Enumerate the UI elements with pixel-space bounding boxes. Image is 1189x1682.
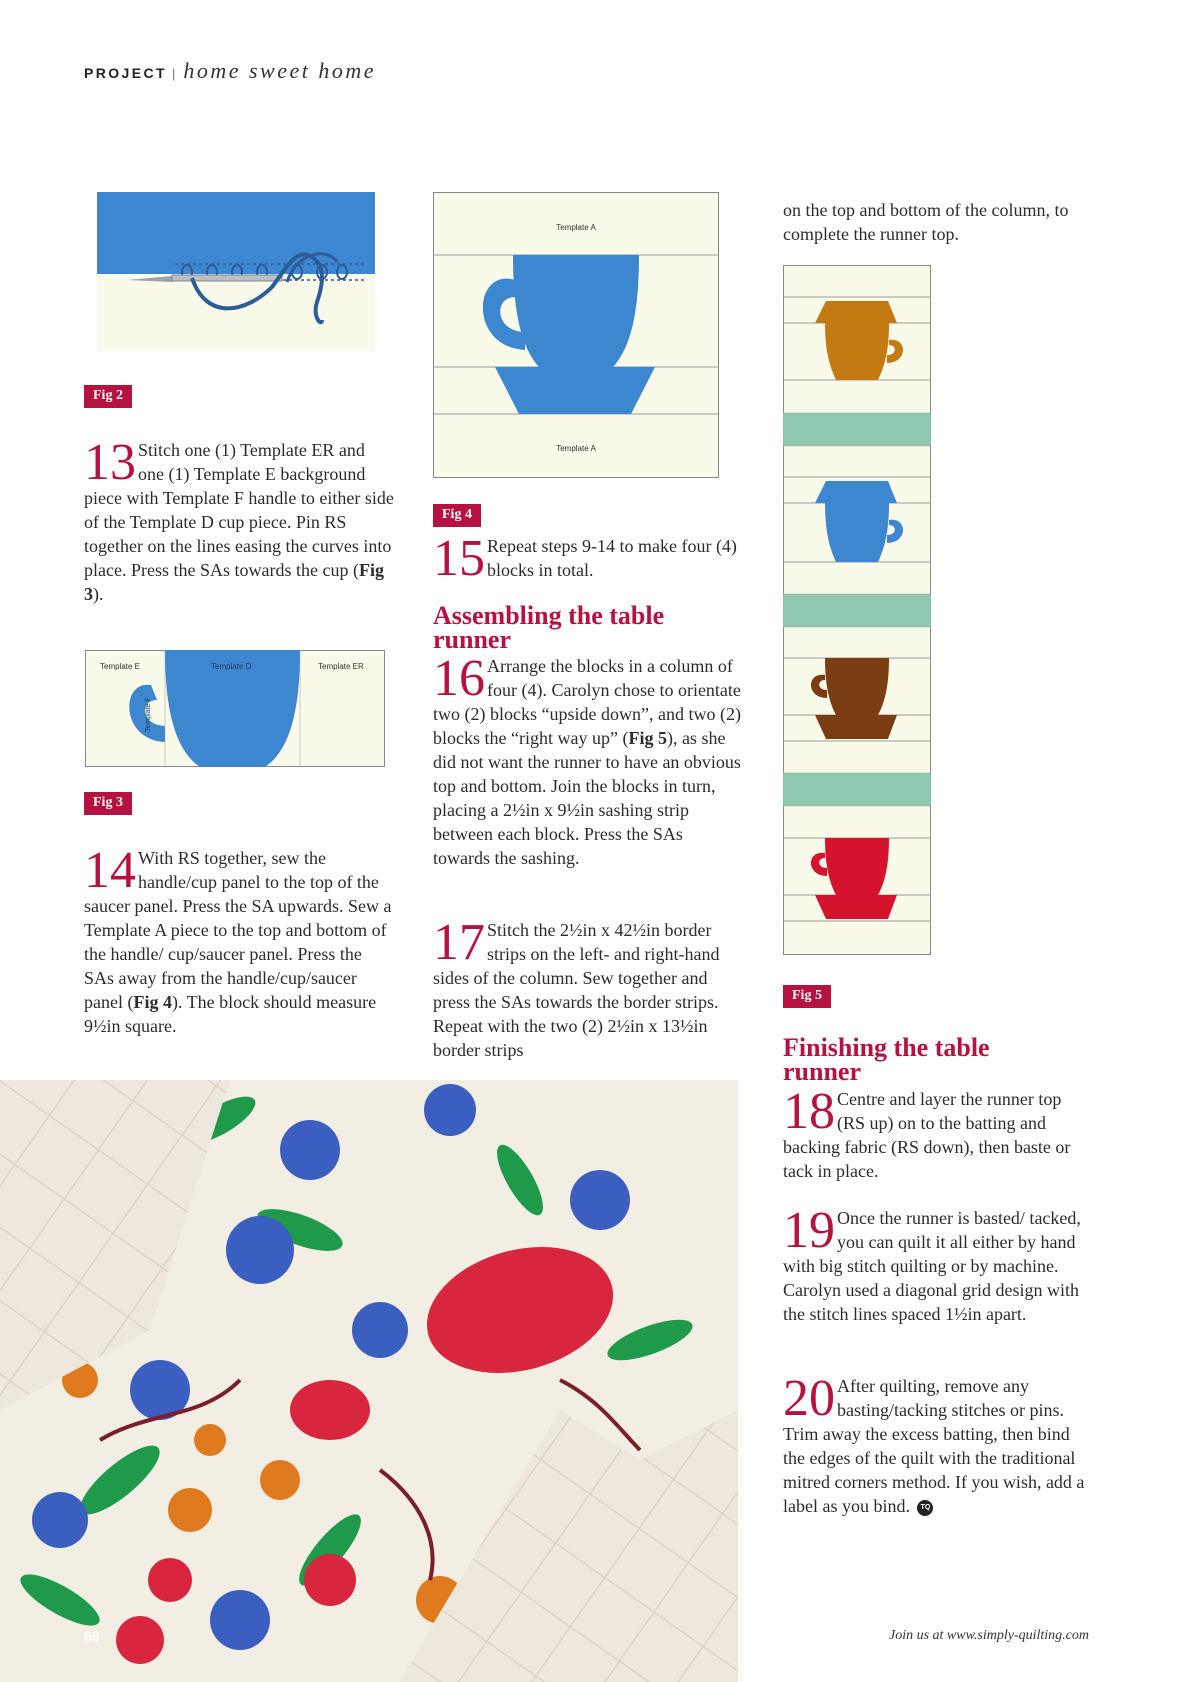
template-f-label: Template F bbox=[145, 697, 152, 732]
heading-line-1: Assembling the table bbox=[433, 601, 665, 630]
step-number: 20 bbox=[783, 1370, 835, 1427]
fig4-label: Fig 4 bbox=[433, 504, 481, 527]
fig-reference: Fig 5 bbox=[628, 728, 667, 748]
step-text: Stitch the 2½in x 42½in border strips on the left- and right-hand sides of the column. Sew together and press the SAs towards the border strips. Repeat with the two (2) 2½in x 13½in border strips bbox=[433, 920, 720, 1060]
template-er-label: Template ER bbox=[318, 662, 364, 671]
step-text: Centre and layer the runner top (RS up) on to the batting and backing fabric (RS down), then baste or tack in place. bbox=[783, 1089, 1071, 1181]
cup-panel-diagram bbox=[85, 650, 385, 767]
heading-line-2: runner bbox=[433, 625, 511, 654]
fig3-label: Fig 3 bbox=[84, 792, 132, 815]
step-number: 14 bbox=[84, 842, 136, 899]
step-text-end: ), as she did not want the runner to have an obvious top and bottom. Join the blocks in turn, placing a 2½in x 9½in sashing strip between each block. Press the SAs towards the sashing. bbox=[433, 728, 741, 868]
finishing-heading bbox=[783, 1033, 1113, 1086]
section-label: PROJECT bbox=[84, 65, 167, 81]
step-13 bbox=[84, 434, 394, 606]
step-number: 18 bbox=[783, 1083, 835, 1140]
step-18 bbox=[783, 1083, 1093, 1183]
step-14 bbox=[84, 842, 394, 1038]
step-text: on the top and bottom of the column, to complete the runner top. bbox=[783, 200, 1069, 244]
floral-fabric-image bbox=[0, 1080, 738, 1682]
fig2-label: Fig 2 bbox=[84, 385, 132, 408]
step-20 bbox=[783, 1370, 1093, 1518]
runner-column-diagram bbox=[783, 265, 931, 955]
footer-url: Join us at www.simply-quilting.com bbox=[888, 1628, 1089, 1643]
project-title: home sweet home bbox=[183, 58, 377, 83]
step-number: 19 bbox=[783, 1202, 835, 1259]
step-text: After quilting, remove any basting/tacking stitches or pins. Trim away the excess batting, then bind the edges of the quilt with the traditional mitred corners method. If you wish, add a label as you bind. bbox=[783, 1376, 1085, 1516]
fig5-label: Fig 5 bbox=[783, 985, 831, 1008]
heading-line-2: runner bbox=[783, 1057, 861, 1086]
fig-reference: Fig 3 bbox=[84, 560, 384, 604]
quilt-closeup-photo bbox=[0, 1080, 738, 1682]
template-a-top-label: Template A bbox=[556, 223, 596, 232]
template-d-label: Template D bbox=[211, 662, 252, 671]
fig-reference: Fig 4 bbox=[133, 992, 172, 1012]
template-a-bottom-label: Template A bbox=[556, 444, 596, 453]
running-header bbox=[84, 58, 376, 84]
step-number: 13 bbox=[84, 434, 136, 491]
step-number: 16 bbox=[433, 650, 485, 707]
step-text-end: ). The block should measure 9½in square. bbox=[84, 992, 377, 1036]
step-17-continued bbox=[783, 198, 1093, 246]
fig2-illustration bbox=[97, 192, 375, 351]
fig4-illustration bbox=[433, 192, 719, 478]
step-19 bbox=[783, 1202, 1093, 1326]
step-text: With RS together, sew the handle/cup panel to the top of the saucer panel. Press the SA upwards. Sew a Template A piece to the top and bottom of the handle/ cup/saucer panel. Press the SAs away from the handle/cup/saucer panel ( bbox=[84, 848, 392, 1012]
step-text-end: ). bbox=[93, 584, 104, 604]
heading-line-1: Finishing the table bbox=[783, 1033, 990, 1062]
step-number: 17 bbox=[433, 914, 485, 971]
template-e-label: Template E bbox=[100, 662, 141, 671]
step-16 bbox=[433, 650, 743, 870]
fig3-illustration bbox=[85, 650, 385, 767]
step-17 bbox=[433, 914, 743, 1062]
step-text: Stitch one (1) Template ER and one (1) Template E background piece with Template F handle to either side of the Template D cup piece. Pin RS together on the lines easing the curves into place. Press the SAs towards the cup ( bbox=[84, 440, 394, 580]
step-text: Arrange the blocks in a column of four (4). Carolyn chose to orientate two (2) blocks “upside down”, and two (2) blocks the “right way up” ( bbox=[433, 656, 741, 748]
page-number: 68 bbox=[84, 1628, 100, 1644]
step-text: Repeat steps 9-14 to make four (4) blocks in total. bbox=[487, 536, 737, 580]
assembling-heading bbox=[433, 601, 743, 654]
step-number: 15 bbox=[433, 530, 485, 587]
fig5-illustration bbox=[783, 265, 931, 955]
step-text: Once the runner is basted/ tacked, you can quilt it all either by hand with big stitch quilting or by machine. Carolyn used a diagonal grid design with the stitch lines spaced 1½in apart. bbox=[783, 1208, 1081, 1324]
cup-block-diagram bbox=[433, 192, 719, 478]
end-mark-icon: TQ bbox=[917, 1500, 933, 1516]
step-15 bbox=[433, 530, 743, 587]
header-separator: | bbox=[171, 66, 178, 81]
ladder-stitch-diagram bbox=[97, 192, 375, 351]
